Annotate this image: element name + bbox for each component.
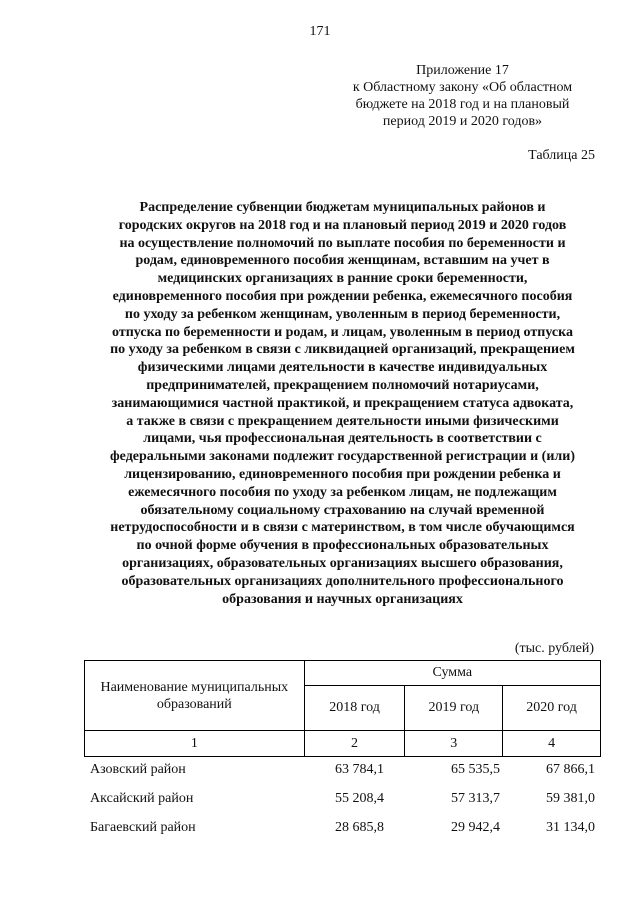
title-line: по очной форме обучения в профессиональных образовательных: [136, 538, 549, 554]
name-column-header: Наименование муниципальных образований: [85, 661, 305, 731]
title-line: лицами, чья профессиональная деятельность в соответствии с: [143, 431, 542, 447]
title-line: образовательных организациях дополнительного профессионального: [121, 573, 564, 589]
appendix-line: бюджете на 2018 год и на плановый: [355, 97, 570, 112]
appendix-line: к Областному закону «Об областном: [352, 80, 573, 95]
column-number: 3: [405, 731, 503, 757]
appendix-line: период 2019 и 2020 годов»: [382, 114, 543, 129]
municipality-name: Аксайский район: [90, 791, 194, 806]
units-label: (тыс. рублей): [514, 641, 594, 656]
table-label: Таблица 25: [528, 148, 595, 163]
document-title: [80, 199, 605, 608]
value-2020: 31 134,0: [546, 820, 595, 835]
column-number: 4: [503, 731, 601, 757]
value-2018: 55 208,4: [335, 791, 384, 806]
title-line: родам, единовременного пособия женщинам, вставшим на учет в: [135, 253, 550, 269]
value-2019: 65 535,5: [451, 762, 500, 777]
column-number: 1: [85, 731, 305, 757]
table-header: [84, 660, 601, 757]
value-2018: 28 685,8: [335, 820, 384, 835]
title-line: на осуществление полномочий по выплате пособия по беременности и: [119, 235, 566, 251]
title-line: единовременного пособия при рождении ребенка, ежемесячного пособия: [112, 288, 573, 304]
title-line: нетрудоспособности и в связи с материнством, в том числе обучающимся: [110, 520, 575, 536]
sum-column-header: Сумма: [304, 661, 600, 686]
table-row: [84, 816, 601, 845]
title-line: а также в связи с прекращением деятельности иными физическими: [126, 413, 559, 429]
title-line: предпринимателей, прекращением полномочий нотариусами,: [146, 377, 539, 393]
appendix-reference: [330, 62, 595, 130]
municipality-name: Азовский район: [90, 762, 186, 777]
value-2018: 63 784,1: [335, 762, 384, 777]
title-line: городских округов на 2018 год и на плановый период 2019 и 2020 годов: [118, 217, 567, 233]
title-line: занимающимися частной практикой, и прекращением статуса адвоката,: [111, 395, 574, 411]
title-line: по уходу за ребенком женщинам, уволенным в период беременности,: [124, 306, 561, 322]
value-2019: 29 942,4: [451, 820, 500, 835]
year-header-2018: 2018 год: [304, 686, 405, 731]
appendix-line: Приложение 17: [416, 63, 509, 78]
year-header-2020: 2020 год: [503, 686, 601, 731]
title-line: по уходу за ребенком в связи с ликвидацией организаций, прекращением: [110, 342, 575, 358]
title-line: ежемесячного пособия по уходу за ребенком лицам, не подлежащим: [128, 484, 557, 500]
value-2020: 67 866,1: [546, 762, 595, 777]
title-line: федеральными законами подлежит государственной регистрации и (или): [109, 449, 575, 465]
data-table-body: [84, 758, 601, 845]
title-line: физическими лицами деятельности в качестве индивидуальных: [137, 360, 548, 376]
title-line: образования и научных организациях: [222, 591, 463, 607]
title-line: отпуска по беременности и родам, и лицам, уволенным в период отпуска: [112, 324, 573, 340]
title-line: обязательному социальному страхованию на случай временной: [140, 502, 545, 518]
value-2020: 59 381,0: [546, 791, 595, 806]
page-number: 171: [309, 24, 331, 39]
value-2019: 57 313,7: [451, 791, 500, 806]
municipality-name: Багаевский район: [90, 820, 196, 835]
table-row: [84, 787, 601, 816]
column-number: 2: [304, 731, 405, 757]
year-header-2019: 2019 год: [405, 686, 503, 731]
title-line: организациях, образовательных организациях высшего образования,: [122, 555, 563, 571]
table-row: [84, 758, 601, 787]
title-line: медицинских организациях в ранние сроки беременности,: [157, 271, 528, 287]
title-line: Распределение субвенции бюджетам муниципальных районов и: [139, 200, 546, 215]
title-line: лицензированию, единовременного пособия при рождении ребенка и: [124, 466, 561, 482]
